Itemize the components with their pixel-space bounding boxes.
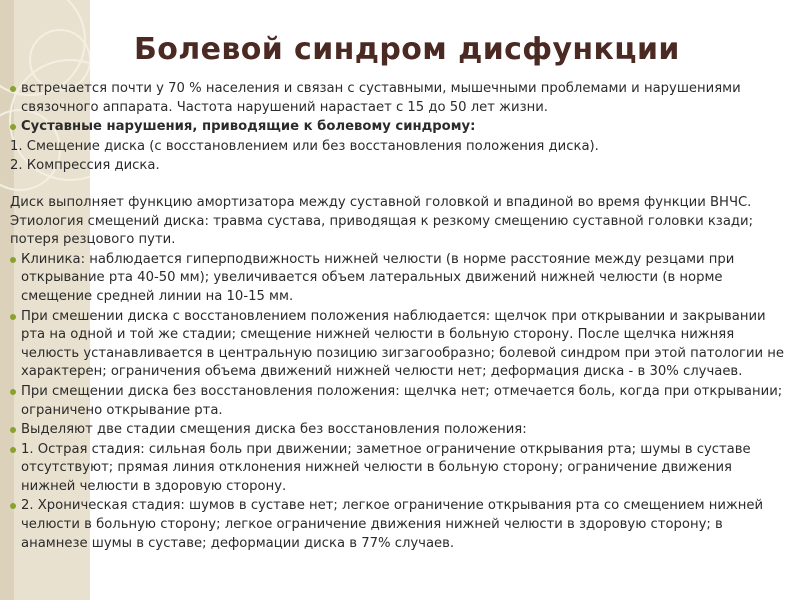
paragraph-acute-stage [8, 441, 788, 497]
paragraph-text: Диск выполняет функцию амортизатора между суставной головкой и впадиной во время функции ВНЧС. Этиология смещений диска: травма сустава, приводящая к резкому смещению суставной головки кзади; потеря резцового пути. [10, 194, 754, 248]
paragraph-clinic [8, 251, 788, 307]
paragraph-text: 2. Компрессия диска. [10, 158, 160, 174]
paragraph-text: При смешении диска с восстановлением положения наблюдается: щелчок при открывании и закрывании рта на одной и той же стадии; смещение нижней челюсти в больную сторону. После щелчка нижняя челюсть устанавливается в центральную позицию зигзагообразно; болевой синдром при этой патологии не характерен; ограничения объема движений нижней челюсти нет; деформация диска - в 30% случаев. [21, 308, 785, 380]
paragraph-text: Суставные нарушения, приводящие к болевому синдрому: [21, 119, 476, 135]
paragraph-text: 2. Хроническая стадия: шумов в суставе нет; легкое ограничение открывания рта со смещением нижней челюсти в больную сторону; легкое ограничение движения нижней челюсти в здоровую сторону; в анамнезе шумы в суставе; деформации диска в 77% случаев. [21, 498, 764, 551]
bullet-icon [10, 389, 16, 395]
paragraph-disc-function [8, 194, 788, 250]
bullet-icon [10, 447, 16, 453]
bullet-icon [10, 503, 16, 509]
paragraph-text: Выделяют две стадии смещения диска без восстановления положения: [21, 422, 527, 438]
paragraph-displacement-without-reduction [8, 383, 788, 420]
bullet-icon [10, 86, 16, 92]
paragraph-text: Клиника: наблюдается гиперподвижность нижней челюсти (в норме расстояние между резцами при открывание рта 40-50 мм); увеличивается объем латеральных движений нижней челюсти (в норме смещение средней линии на 10-15 мм. [21, 251, 735, 304]
paragraph-prevalence [8, 80, 788, 117]
paragraph-chronic-stage [8, 497, 788, 553]
paragraph-text: При смещении диска без восстановления положения: щелчка нет; отмечается боль, когда при открывании; ограничено открывание рта. [21, 383, 783, 418]
bullet-icon [10, 314, 16, 320]
paragraph-text: встречается почти у 70 % населения и связан с суставными, мышечными проблемами и нарушениями связочного аппарата. Частота нарушений нарастает с 15 до 50 лет жизни. [21, 81, 741, 115]
paragraph-two-stages [8, 421, 788, 440]
paragraph-text: 1. Острая стадия: сильная боль при движении; заметное ограничение открывания рта; шумы в суставе отсутствуют; прямая линия отклонения нижней челюсти в больную сторону; ограничение движения нижней челюсти в здоровую сторону. [21, 441, 751, 494]
bullet-icon [10, 124, 16, 130]
paragraph-joint-disorders-heading [8, 118, 788, 137]
list-item-disc-displacement [8, 138, 788, 157]
bullet-icon [10, 427, 16, 433]
paragraph-displacement-with-reduction [8, 308, 788, 382]
paragraph-text: 1. Смещение диска (с восстановлением или без восстановления положения диска). [10, 138, 599, 154]
list-item-disc-compression [8, 157, 788, 176]
slide-title: Болевой синдром дисфункции [134, 32, 680, 67]
bullet-icon [10, 257, 16, 263]
slide-body [8, 80, 788, 554]
